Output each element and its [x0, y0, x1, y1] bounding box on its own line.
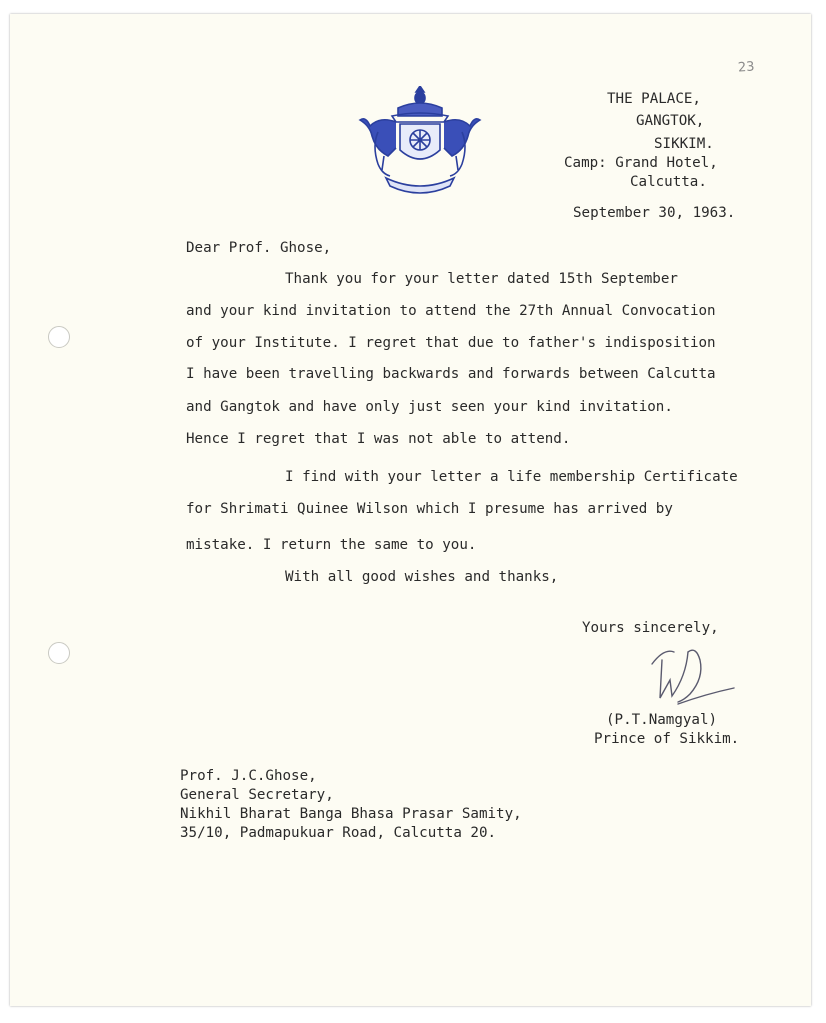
punch-hole-bottom: [48, 642, 70, 664]
signatory-title: Prince of Sikkim.: [594, 731, 740, 747]
signature-icon: [650, 642, 740, 708]
salutation: Dear Prof. Ghose,: [186, 240, 332, 256]
letter-page: [10, 14, 811, 1006]
closing: Yours sincerely,: [582, 620, 719, 636]
punch-hole-top: [48, 326, 70, 348]
camp-line-2: Calcutta.: [630, 174, 707, 190]
recipient-line-4: 35/10, Padmapukuar Road, Calcutta 20.: [180, 825, 497, 841]
body-line-8: for Shrimati Quinee Wilson which I presume has arrived by: [186, 501, 673, 517]
recipient-line-3: Nikhil Bharat Banga Bhasa Prasar Samity,: [180, 806, 522, 822]
body-line-7: I find with your letter a life membership Certificate: [285, 469, 738, 485]
body-line-9: mistake. I return the same to you.: [186, 537, 477, 553]
body-line-3: of your Institute. I regret that due to father's indisposition: [186, 335, 716, 351]
body-line-10: With all good wishes and thanks,: [285, 569, 559, 585]
camp-line-1: Camp: Grand Hotel,: [564, 155, 718, 171]
recipient-line-2: General Secretary,: [180, 787, 334, 803]
coat-of-arms-icon: [356, 86, 486, 208]
page-number: 23: [737, 59, 756, 76]
body-line-4: I have been travelling backwards and forwards between Calcutta: [186, 366, 716, 382]
address-line-3: SIKKIM.: [654, 136, 714, 152]
letter-date: September 30, 1963.: [573, 205, 736, 221]
body-line-1: Thank you for your letter dated 15th September: [285, 271, 678, 287]
body-line-6: Hence I regret that I was not able to attend.: [186, 431, 571, 447]
body-line-2: and your kind invitation to attend the 27th Annual Convocation: [186, 303, 716, 319]
body-line-5: and Gangtok and have only just seen your kind invitation.: [186, 399, 673, 415]
address-line-2: GANGTOK,: [636, 113, 705, 129]
recipient-line-1: Prof. J.C.Ghose,: [180, 768, 317, 784]
address-line-1: THE PALACE,: [607, 91, 701, 107]
signatory-name: (P.T.Namgyal): [606, 712, 718, 728]
